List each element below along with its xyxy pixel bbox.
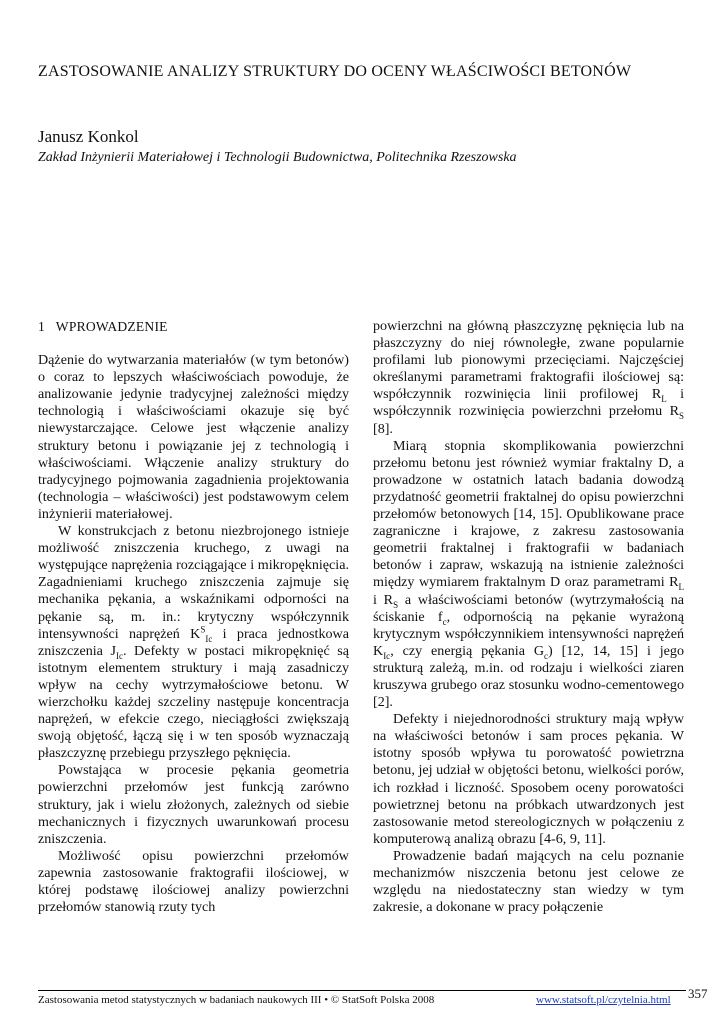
author-affiliation: Zakład Inżynierii Materiałowej i Technologii Budownictwa, Politechnika Rzeszowska <box>38 150 517 165</box>
paragraph: Możliwość opisu powierzchni przełomów zapewnia zastosowanie fraktografii ilościowej, w której podstawę ilościowej analizy powierzchni przełomów stanowią rzuty tych <box>38 847 349 916</box>
page-number: 357 <box>688 986 708 1001</box>
section-number: 1 <box>38 319 45 334</box>
footer-citation: Zastosowania metod statystycznych w badaniach naukowych III • © StatSoft Polska 2008 <box>38 994 435 1006</box>
paragraph: powierzchni na główną płaszczyznę pęknięcia lub na płaszczyzny do niej równoległe, zwane popularnie profilami lub pionowymi przecięciami. Najczęściej określanymi parametrami fraktografii ilościowej są: współczynnik rozwinięcia linii profilowej $R_L$ i współczynnik rozwinięcia powierzchni przełomu $R_S$ [8]. <box>373 318 684 437</box>
footer-link[interactable]: www.statsoft.pl/czytelnia.html <box>536 994 671 1006</box>
paragraph: Prowadzenie badań mających na celu poznanie mechanizmów niszczenia betonu jest celowe ze względu na niedostateczny stan wiedzy w tym zakresie, a dokonane w pracy połączenie <box>373 847 684 916</box>
paragraph: Miarą stopnia skomplikowania powierzchni przełomu betonu jest również wymiar fraktalny D, a prowadzone w ostatnich latach badania dowodzą przydatność geometrii fraktalnej do opisu powierzchni przełomów betonowych [14, 15]. Opublikowane prace zagraniczne i krajowe, z zakresu zastosowania geometrii fraktalnej i fraktografii w badaniach betonów i zapraw, wskazują na istnienie zależności między wymiarem fraktalnym D oraz parametrami $R_L$ i $R_S$ a właściwościami betonów (wytrzymałością na ściskanie $f_c$, odpornością na pękanie wyrażoną krytycznym współczynnikiem intensywności naprężeń $K_{Ic}$, czy energią pękania $G_c$) [12, 14, 15] i jego strukturą zależą, m.in. od rodzaju i wielkości ziaren kruszywa grubego oraz stosunku wodno-cementowego [2]. <box>373 437 685 711</box>
right-column <box>373 318 684 916</box>
section-title: WPROWADZENIE <box>55 319 168 334</box>
paragraph: W konstrukcjach z betonu niezbrojonego istnieje możliwość zniszczenia kruchego, z uwagi na występujące naprężenia rozciągające i mikropęknięcia. Zagadnieniami kruchego zniszczenia zajmuje się mechanika pękania, a wskaźnikami odporności na pękanie są, m. in.: krytyczny współczynnik intensywności naprężeń $K^S_{Ic}$ i praca jednostkowa zniszczenia $J_{Ic}$. Defekty w postaci mikropęknięć są istotnym elementem struktury i mają zasadniczy wpływ na cechy wytrzymałościowe betonu. W wierzchołku każdej szczeliny następuje koncentracja naprężeń, w efekcie czego, nieciągłości zwiększają swoją objętość, łączą się i w ten sposób wyznaczają płaszczyznę przebiegu przyszłego pęknięcia. <box>38 523 349 762</box>
paragraph: Powstająca w procesie pękania geometria powierzchni przełomów jest funkcją zarówno struktury, jak i wielu złożonych, zależnych od siebie mechanicznych i fizycznych uwarunkowań procesu zniszczenia. <box>38 762 349 847</box>
paper-title: ZASTOSOWANIE ANALIZY STRUKTURY DO OCENY WŁAŚCIWOŚCI BETONÓW <box>38 63 632 80</box>
paragraph: Dążenie do wytwarzania materiałów (w tym betonów) o coraz to lepszych właściwościach powoduje, że analizowanie jedynie tradycyjnej zależności między technologią i właściwościami okazuje się być niewystarczające. Celowe jest włączenie analizy struktury betonu i powiązanie jej z technologią i właściwościami. Włączenie analizy struktury do tradycyjnego pojmowania zagadnienia projektowania (technologia – właściwości) jest podstawowym celem inżynierii materiałowej. <box>38 352 349 522</box>
footer-divider <box>38 990 686 991</box>
section-heading <box>38 318 349 335</box>
paragraph: Defekty i niejednorodności struktury mają wpływ na właściwości betonów i sam proces pękania. W istotny sposób wpływa tu porowatość powietrzna betonu, jej udział w objętości betonu, wielkości porów, ich rozkład i liczność. Sposobem oceny porowatości powietrznej betonu na próbkach utwardzonych jest zastosowanie metod stereologicznych w połączeniu z komputerową analizą obrazu [4-6, 9, 11]. <box>373 711 684 847</box>
author-name: Janusz Konkol <box>38 127 139 146</box>
left-column <box>38 318 349 916</box>
